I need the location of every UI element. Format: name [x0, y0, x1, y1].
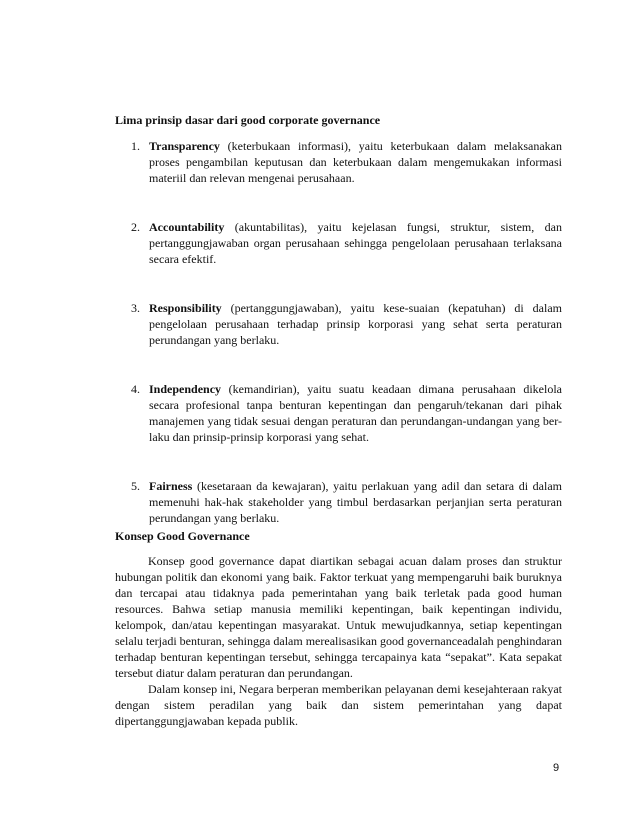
list-number: 3.: [131, 301, 140, 315]
list-item: [115, 219, 562, 267]
principle-text: (keterbukaan informasi), yaitu keterbukaan dalam melaksanakan proses pengambilan keputusan dan keterbukaan dalam mengemukakan informasi materiil dan relevan mengenai perusahaan.: [149, 139, 562, 185]
principle-term: Responsibility: [149, 301, 222, 315]
list-number: 1.: [131, 139, 140, 153]
section-heading-good-governance: Konsep Good Governance: [115, 529, 250, 543]
principle-text: (pertanggungjawaban), yaitu kese-suaian (kepatuhan) di dalam pengelolaan perusahaan terhadap prinsip korporasi yang sehat serta peraturan perundangan yang berlaku.: [149, 301, 562, 347]
list-number: 2.: [131, 220, 140, 234]
paragraph: Konsep good governance dapat diartikan sebagai acuan dalam proses dan struktur hubungan politik dan ekonomi yang baik. Faktor terkuat yang mempengaruhi baik buruknya dan tercapai atau tidaknya pada pemerintahan yang baik terletak pada good human resources. Bahwa setiap manusia memiliki kepentingan, baik kepentingan individu, kelompok, dan/atau kepentingan masyarakat. Untuk mewujudkannya, setiap kepentingan selalu terjadi benturan, sehingga dalam merealisasikan good governanceadalah penghindaran terhadap benturan kepentingan tersebut, sehingga tercapainya kata “sepakat”. Kata sepakat tersebut diatur dalam peraturan dan perundangan.: [115, 554, 562, 680]
list-item: [115, 300, 562, 348]
section-heading-principles: Lima prinsip dasar dari good corporate governance: [115, 113, 381, 127]
list-number: 5.: [131, 479, 140, 493]
principle-text: (akuntabilitas), yaitu kejelasan fungsi, struktur, sistem, dan pertanggungjawaban organ perusahaan sehingga pengelolaan perusahaan terlaksana secara efektif.: [149, 220, 562, 266]
list-item: [115, 478, 562, 526]
principle-term: Transparency: [149, 139, 220, 153]
principle-term: Accountability: [149, 220, 225, 234]
principle-text: (kesetaraan da kewajaran), yaitu perlakuan yang adil dan setara di dalam memenuhi hak-hak stakeholder yang timbul berdasarkan perjanjian serta peraturan perundangan yang berlaku.: [149, 479, 562, 525]
page-content: [115, 112, 562, 729]
list-item: [115, 381, 562, 445]
paragraph: Dalam konsep ini, Negara berperan memberikan pelayanan demi kesejahteraan rakyat dengan sistem peradilan yang baik dan sistem pemerintahan yang dapat dipertanggungjawaban kepada publik.: [115, 682, 562, 728]
list-item: [115, 138, 562, 186]
page-number: 9: [553, 762, 560, 774]
principle-term: Independency: [149, 382, 222, 396]
principles-list: [115, 138, 562, 526]
principle-term: Fairness: [149, 479, 193, 493]
principle-text: (kemandirian), yaitu suatu keadaan dimana perusahaan dikelola secara profesional tanpa benturan kepentingan dan pengaruh/tekanan dari pihak manajemen yang tidak sesuai dengan peraturan dan perundangan-undangan yang ber-laku dan prinsip-prinsip korporasi yang sehat.: [149, 382, 562, 444]
list-number: 4.: [131, 382, 140, 396]
